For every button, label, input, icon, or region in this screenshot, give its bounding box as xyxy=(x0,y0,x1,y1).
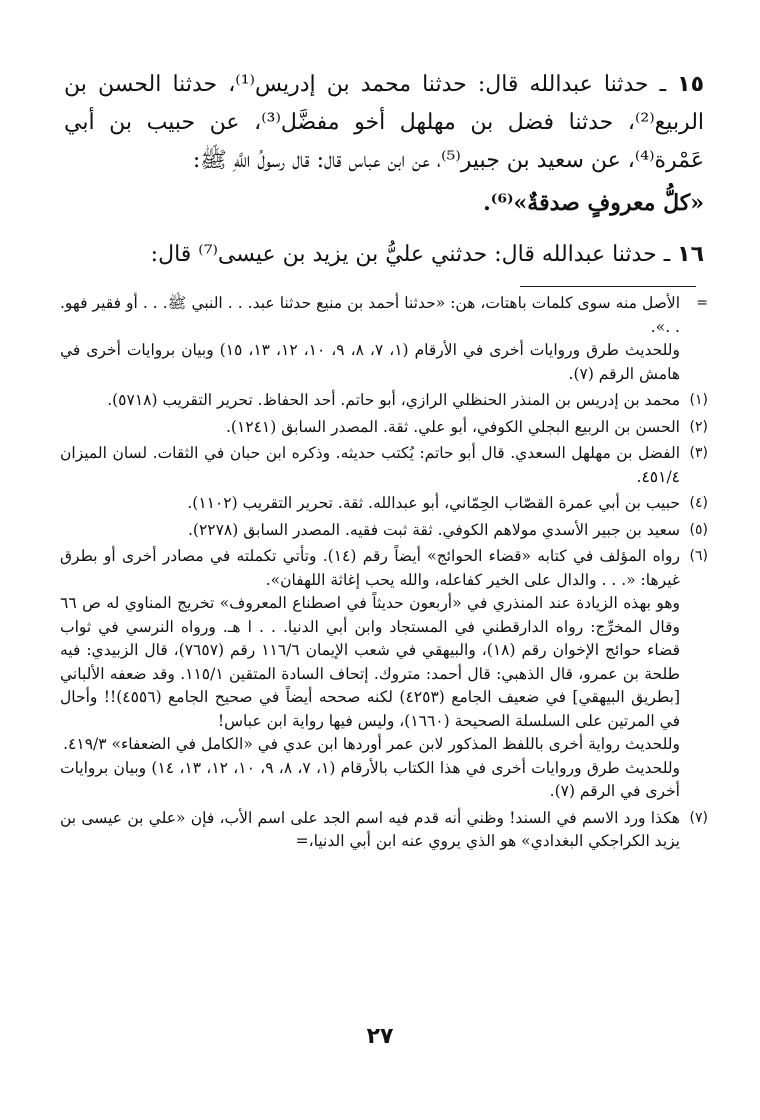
hadith-quote: «كلُّ معروفٍ صدقةٌ»⁽⁶⁾. xyxy=(483,190,704,216)
footnote xyxy=(60,519,708,543)
footnote xyxy=(60,492,708,516)
hadith-text: ـ حدثنا عبدالله قال: حدثنا محمد بن إدريس⁽¹⁾، حدثنا الحسن بن الربيع⁽²⁾، حدثنا فضل بن مهلهل أخو مفضَّل⁽³⁾، عن حبيب بن أبي عَمْرة⁽⁴⁾، عن سعيد بن جبير⁽⁵⁾، عن ابن عباس قال: قال رسولُ اللَّهِ ﷺ: xyxy=(64,72,705,173)
footnote-mark: (٢) xyxy=(689,418,708,435)
footnote-body xyxy=(60,492,680,516)
footnote-body xyxy=(60,416,680,440)
footnote xyxy=(60,807,708,854)
hadith-16 xyxy=(64,236,704,274)
footnote xyxy=(60,416,708,440)
footnotes xyxy=(60,292,708,857)
footnote xyxy=(60,389,708,413)
footnote-paragraph: الحسن بن الربيع البجلي الكوفي، أبو علي. ثقة. المصدر السابق (١٢٤١). xyxy=(225,417,680,436)
footnote-mark: (٧) xyxy=(689,809,708,826)
footnote-paragraph: وللحديث رواية أخرى باللفظ المذكور لابن عمر أوردها ابن عدي في «الكامل في الضعفاء» ٤١٩/٣. xyxy=(63,735,680,753)
footnote-paragraph: محمد بن إدريس بن المنذر الحنظلي الرازي، أبو حاتم. أحد الحفاظ. تحرير التقريب (٥٧١٨). xyxy=(107,391,680,409)
footnote-paragraph: حبيب بن أبي عمرة القصّاب الحِمّاني، أبو عبدالله. ثقة. تحرير التقريب (١١٠٢). xyxy=(187,494,680,512)
footnote-paragraph: سعيد بن جبير الأسدي مولاهم الكوفي. ثقة ثبت فقيه. المصدر السابق (٢٢٧٨). xyxy=(187,520,680,539)
footnote-paragraph: الفضل بن مهلهل السعدي. قال أبو حاتم: يُكتب حديثه. وذكره ابن حبان في الثقات. لسان الميزان ٤٥١/٤. xyxy=(60,444,680,486)
hadith-15 xyxy=(64,66,704,180)
footnote-mark: (١) xyxy=(689,392,708,408)
page-number: ٢٧ xyxy=(366,1024,394,1049)
footnote xyxy=(60,545,708,804)
footnote-paragraph: الأصل منه سوى كلمات باهتات، هن: «حدثنا أحمد بن منيع حدثنا عبد. . . النبي ﷺ. . . أو فقير فهو. . .». xyxy=(60,294,680,336)
footnote-mark: (٥) xyxy=(689,521,708,538)
footnote-paragraph: وللحديث طرق وروايات أخرى في الأرقام (١، ٧، ٨، ٩، ١٠، ١٢، ١٣، ١٥) وبيان بروايات أخرى في هامش الرقم (٧). xyxy=(60,341,681,383)
hadith-number: ١٥ xyxy=(677,72,705,97)
hadith-text: ـ حدثنا عبدالله قال: حدثني عليُّ بن يزيد بن عيسى⁽⁷⁾ قال: xyxy=(150,242,678,267)
footnote xyxy=(60,292,708,386)
footnote-mark: (٣) xyxy=(689,445,708,461)
footnote-body xyxy=(60,519,680,543)
footnote-divider xyxy=(520,286,696,287)
footnote-body xyxy=(60,389,680,413)
footnote-paragraph: وهو بهذه الزيادة عند المنذري في «أربعون حديثاً في اصطناع المعروف» تخريج المناوي له ص ٦٦ وقال المخرِّج: رواه الدارقطني في المستجاد وابن أبي الدنيا. . . ا هـ. ورواه النرسي في ثواب قضاء حوائج الإخوان رقم (١٨)، والبيهقي في شعب الإيمان ١١٦/٦ رقم (٧٦٥٧)، قال الزبيدي: فيه طلحة بن عمرو، قال الذهبي: قال أحمد: متروك. إتحاف السادة المتقين ١١٥/١. وقد ضعفه الألباني [بطريق البيهقي] في ضعيف الجامع (٤٢٥٣) لكنه صححه أيضاً في صحيح الجامع (٤٥٥٦)!! وأحال في المرتين على السلسلة الصحيحة (١٦٦٠)، وليس فيها رواية ابن عباس! xyxy=(60,594,681,730)
footnote xyxy=(60,442,708,489)
footnote-body xyxy=(60,807,680,854)
footnote-mark: = xyxy=(696,295,708,311)
main-text xyxy=(64,66,704,274)
footnote-body xyxy=(60,292,680,386)
footnote-body xyxy=(60,545,680,804)
footnote-mark: (٦) xyxy=(689,548,708,564)
footnote-paragraph: وللحديث طرق وروايات أخرى في هذا الكتاب بالأرقام (١، ٧، ٨، ٩، ١٠، ١٢، ١٣، ١٤) وبيان بروايات أخرى في الرقم (٧). xyxy=(60,758,681,800)
footnote-mark: (٤) xyxy=(689,495,708,511)
footnote-paragraph: رواه المؤلف في كتابه «قضاء الحوائج» أيضاً رقم (١٤). وتأتي تكملته في مصادر أخرى أو بطرق غيرها: «. . . والدال على الخير كفاعله، والله يحب إغاثة اللهفان». xyxy=(60,547,680,589)
footnote-paragraph: هكذا ورد الاسم في السند! وظني أنه قدم فيه اسم الجد على اسم الأب، فإن «علي بن عيسى بن يزيد الكراجكي البغدادي» هو الذي يروي عنه ابن أبي الدنيا،= xyxy=(60,808,680,850)
footnote-body xyxy=(60,442,680,489)
hadith-number: ١٦ xyxy=(677,242,704,267)
